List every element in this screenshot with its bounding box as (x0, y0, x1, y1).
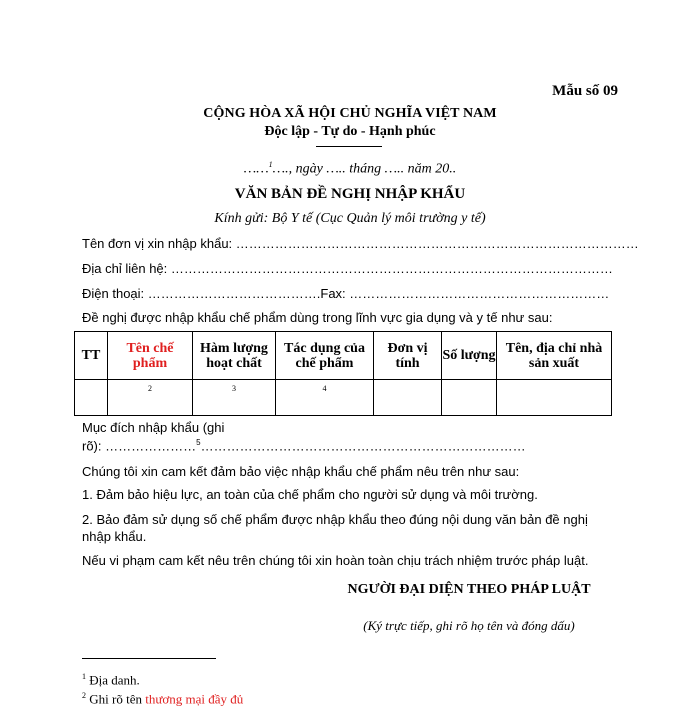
col-header-effect: Tác dụng của chế phẩm (276, 332, 374, 380)
address-field: Địa chỉ liên hệ: ………………………………………………………………………………………… (82, 261, 613, 276)
table-cell (75, 380, 108, 416)
footnote-2 (82, 691, 243, 707)
form-number: Mẫu số 09 (552, 83, 618, 99)
commitment-item-1: 1. Đảm bảo hiệu lực, an toàn của chế phẩm cho người sử dụng và môi trường. (82, 487, 538, 502)
country-name: CỘNG HÒA XÃ HỘI CHỦ NGHĨA VIỆT NAM (203, 106, 497, 121)
footnote-1 (82, 672, 140, 688)
col-header-active-content: Hàm lượng hoạt chất (193, 332, 276, 380)
purpose-field (82, 438, 526, 453)
footnote-mark-1: 1 (268, 160, 273, 169)
place-date-line (0, 160, 700, 178)
header-divider (316, 146, 382, 147)
footnote-divider (82, 658, 216, 659)
commitment-intro: Chúng tôi xin cam kết đảm bảo việc nhập khẩu chế phẩm nêu trên như sau: (82, 464, 520, 479)
table-cell (497, 380, 612, 416)
date-suffix: …., ngày ….. tháng ….. năm 20.. (272, 161, 457, 177)
commitment-closing: Nếu vi phạm cam kết nêu trên chúng tôi xin hoàn toàn chịu trách nhiệm trước pháp luật. (82, 553, 589, 568)
table-row (75, 380, 612, 416)
unit-name-field: Tên đơn vị xin nhập khẩu: ………………………………………………………………………………… (82, 236, 639, 251)
proposal-text: Đề nghị được nhập khẩu chế phẩm dùng trong lĩnh vực gia dụng và y tế như sau: (82, 310, 553, 325)
footnote-1-text: Địa danh. (86, 672, 140, 688)
table-cell: 4 (276, 380, 374, 416)
national-motto: Độc lập - Tự do - Hạnh phúc (264, 124, 436, 139)
document-title: VĂN BẢN ĐỀ NGHỊ NHẬP KHẨU (234, 186, 466, 202)
product-table (74, 331, 612, 416)
signature-title: NGƯỜI ĐẠI DIỆN THEO PHÁP LUẬT (347, 582, 591, 597)
col-header-unit: Đơn vị tính (374, 332, 442, 380)
footnote-2-mark: 2 (82, 691, 86, 700)
signature-note: (Ký trực tiếp, ghi rõ họ tên và đóng dấu) (363, 618, 575, 633)
footnote-mark-5: 5 (196, 438, 201, 447)
phone-fax-field: Điện thoại: ………………………………….Fax: …………………………………………………… (82, 286, 610, 301)
col-header-manufacturer: Tên, địa chỉ nhà sản xuất (497, 332, 612, 380)
commitment-item-2: 2. Bảo đảm sử dụng số chế phẩm được nhập khẩu theo đúng nội dung văn bản đề nghị (82, 512, 588, 527)
footnote-2-text: Ghi rõ tên (86, 691, 146, 707)
table-cell (374, 380, 442, 416)
table-header-row (75, 332, 612, 380)
col-header-product-name: Tên chế phẩm (108, 332, 193, 380)
purpose-end: ………………………………………………………………… (200, 438, 526, 454)
purpose-start: rõ): ………………… (82, 438, 197, 454)
table-cell: 2 (108, 380, 193, 416)
date-prefix: …… (243, 161, 269, 177)
table-cell: 3 (193, 380, 276, 416)
col-header-tt: TT (75, 332, 108, 380)
table-cell (442, 380, 497, 416)
col-header-quantity: Số lượng (442, 332, 497, 380)
commitment-item-2-cont: nhập khẩu. (82, 529, 147, 544)
footnote-2-highlight: thương mại đầy đủ (145, 691, 244, 707)
purpose-label: Mục đích nhập khẩu (ghi (82, 420, 225, 435)
footnote-1-mark: 1 (82, 672, 86, 681)
recipient-line: Kính gửi: Bộ Y tế (Cục Quản lý môi trường y tế) (214, 211, 486, 226)
